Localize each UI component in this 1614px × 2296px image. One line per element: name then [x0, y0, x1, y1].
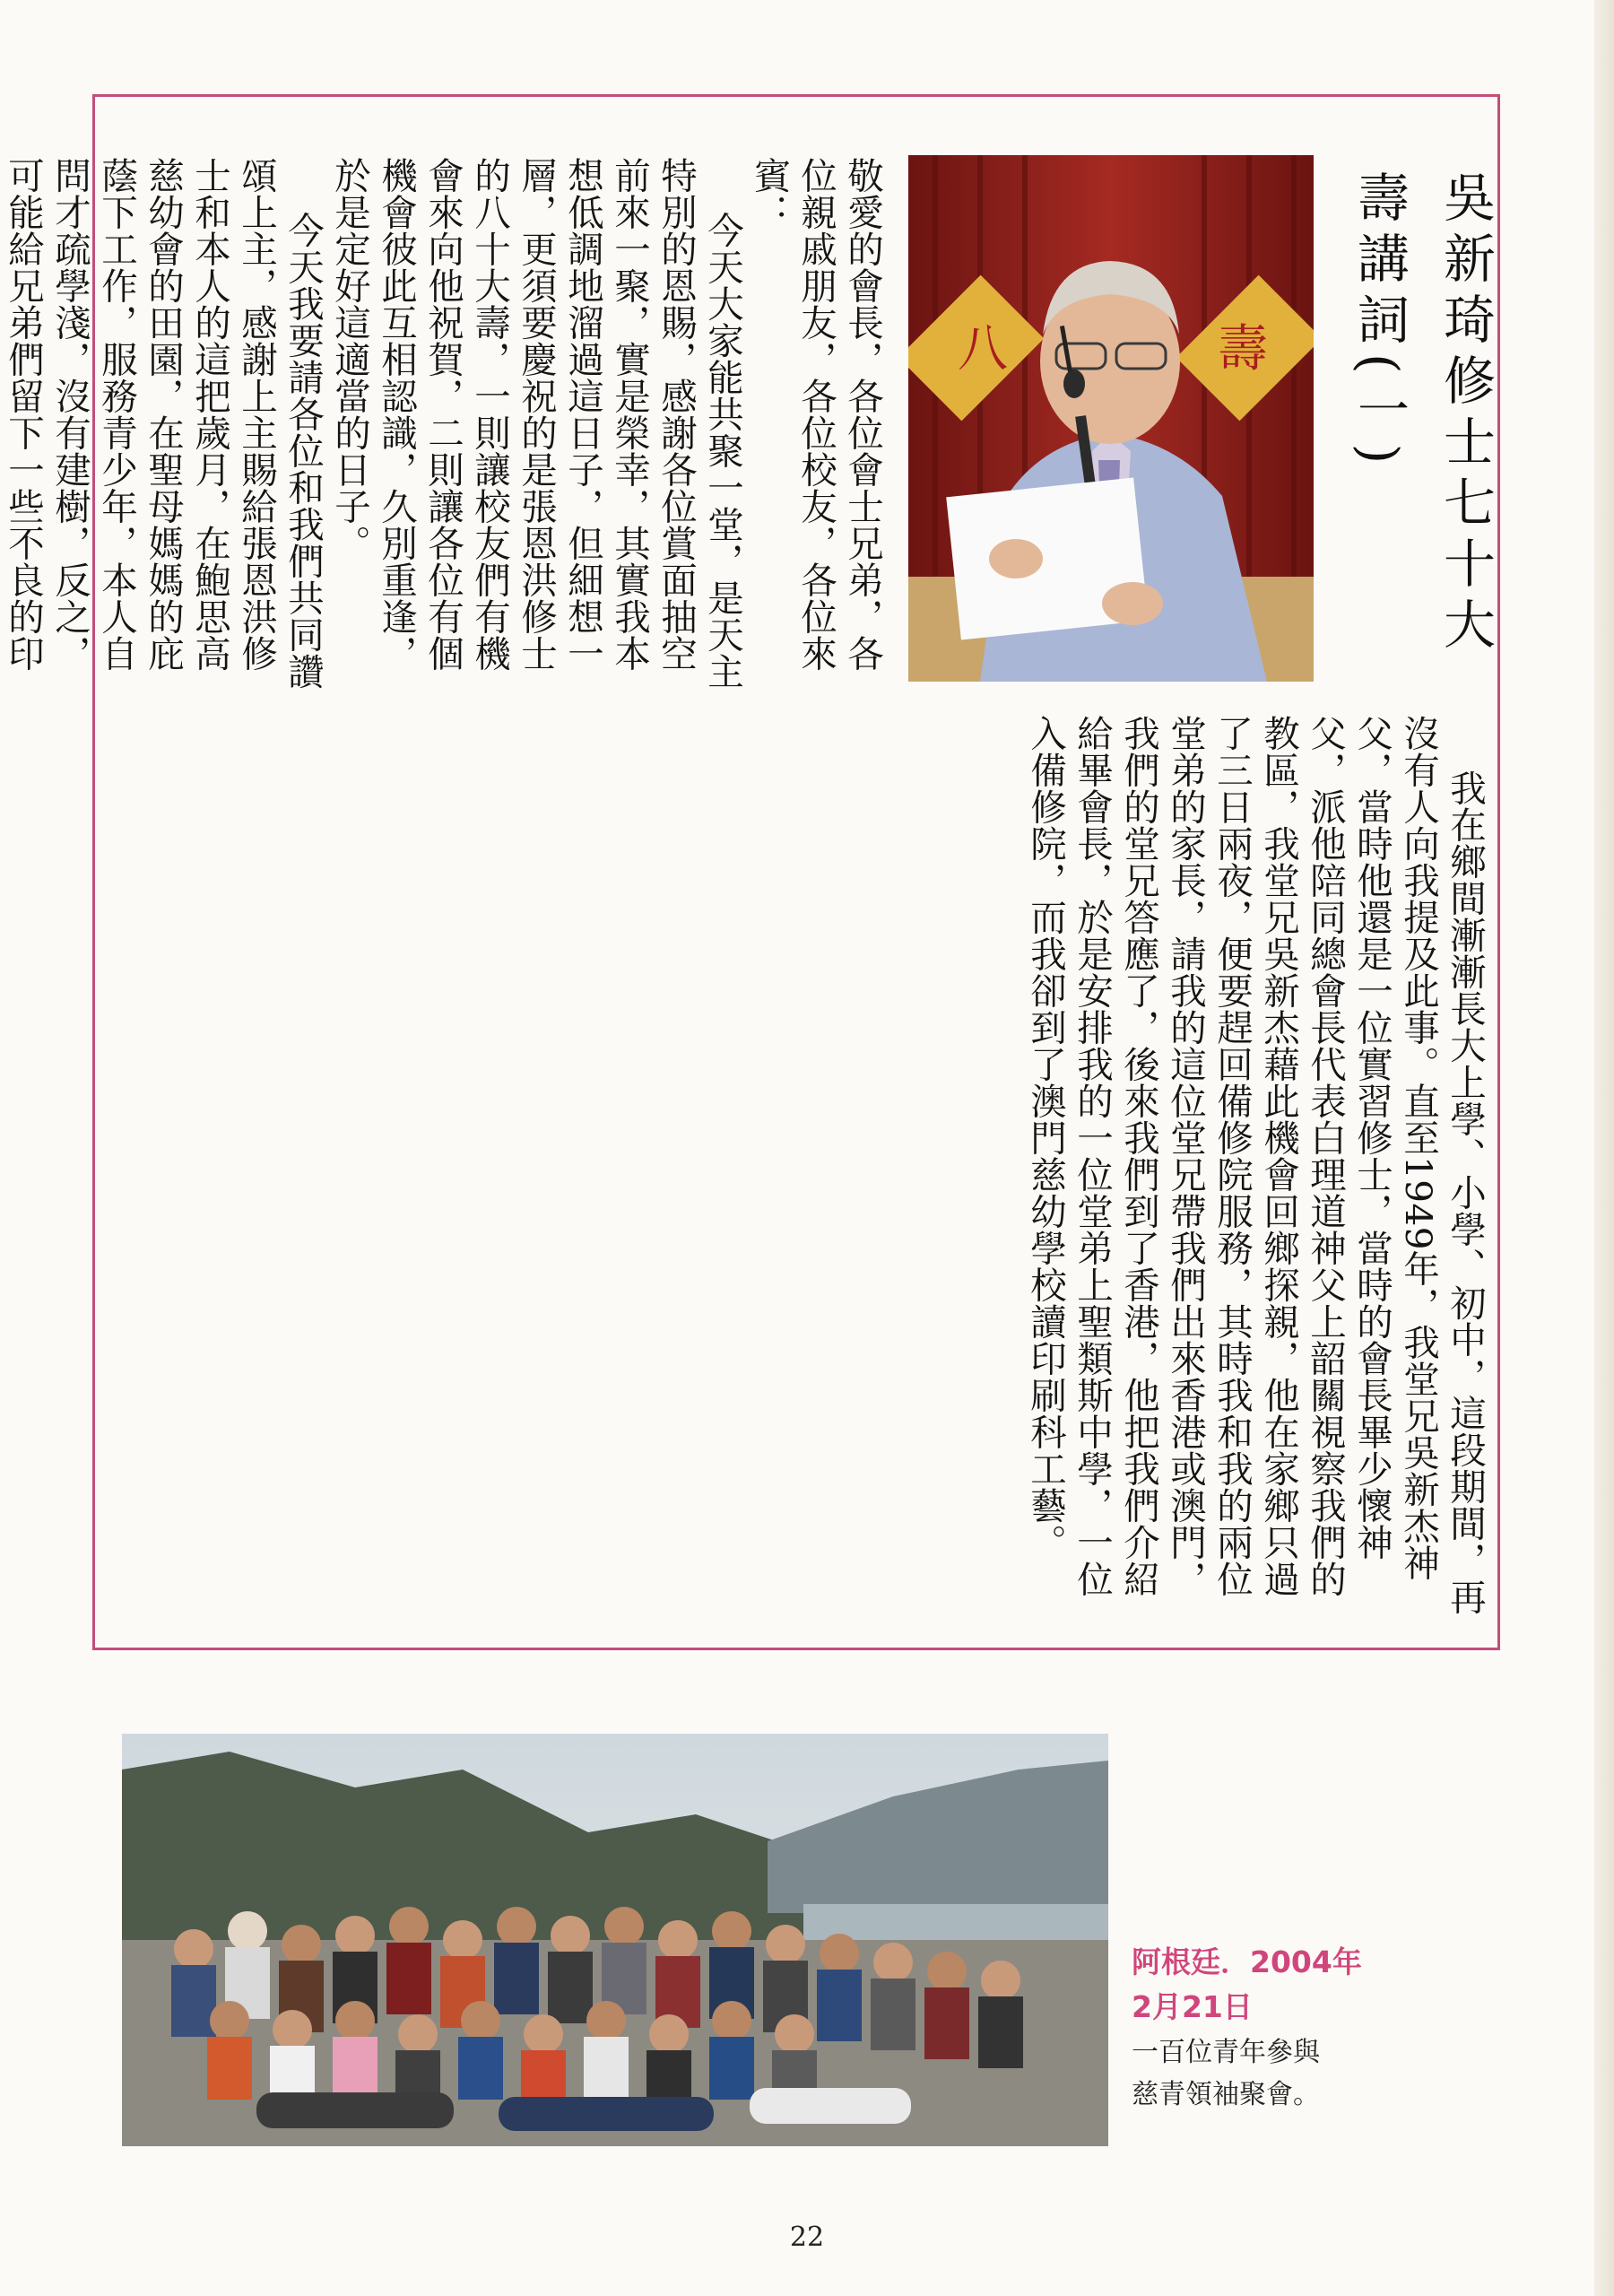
speaker-photo: [908, 155, 1314, 682]
article-lower-text: [117, 715, 1488, 1621]
body-paragraph-2: 今天我要請各位和我們共同讚頌上主，感謝上主賜給張恩洪修士和本人的這把歲月，在鮑思高慈幼會的田園，在聖母媽媽的庇蔭下工作，服務青少年，本人自問才疏學淺，沒有建樹，反之，可能給兄弟們留下一些不良的印: [2, 157, 325, 690]
salutation-paragraph: 敬愛的會長，各位會士兄弟，各位親戚朋友，各位校友，各位來賓：: [748, 157, 884, 672]
photo-caption-title: [1132, 1940, 1362, 2030]
article-upper-text: [2, 157, 886, 700]
caption-location-date: 阿根廷．2004年: [1132, 1944, 1362, 1979]
caption-date: 2月21日: [1132, 1989, 1253, 2024]
speaker-photo-illustration: [908, 155, 1314, 682]
body-paragraph-3: 我在鄉間漸漸長大上學、小學、初中，這段期間，再沒有人向我提及此事。直至1949年，我堂兄吳新杰神父，當時他還是一位實習修士，當時的會長畢少懷神父，派他陪同總會長代表白理道神父上韶關視察我們的教區，我堂兄吳新杰藉此機會回鄉探親，他在家鄉只過了三日兩夜，便要趕回備修院服務，其時我和我的兩位堂弟的家長，請我的這位堂兄帶我們出來香港或澳門，我們的堂兄答應了，後來我們到了香港，他把我們介紹給畢會長，於是安排我的一位堂弟上聖類斯中學，一位入備修院，而我卻到了澳門慈幼學校讀印刷科工藝。: [1024, 715, 1487, 1615]
banner-char-3: 壽: [1218, 320, 1268, 378]
group-photo-illustration: [122, 1734, 1108, 2146]
caption-line-2: 慈青領袖聚會。: [1132, 2079, 1320, 2110]
group-photo: [122, 1734, 1108, 2146]
page-number: 22: [789, 2222, 825, 2253]
banner-char-1: 八: [958, 320, 1008, 378]
caption-line-1: 一百位青年參與: [1132, 2037, 1320, 2068]
photo-caption-text: [1132, 2031, 1320, 2116]
article-title: 吳新琦修士七十大壽講詞(一): [1349, 170, 1496, 658]
body-paragraph-1: 今天大家能共聚一堂，是天主特別的恩賜，感謝各位賞面抽空前來一聚，實是榮幸，其實我本想低調地溜過這日子，但細想一層，更須要慶祝的是張恩洪修士的八十大壽，一則讓校友們有機會來向他祝賀，二則讓各位有個機會彼此互相認識，久別重逢，於是定好這適當的日子。: [328, 157, 744, 690]
page-edge: [1594, 0, 1614, 2296]
